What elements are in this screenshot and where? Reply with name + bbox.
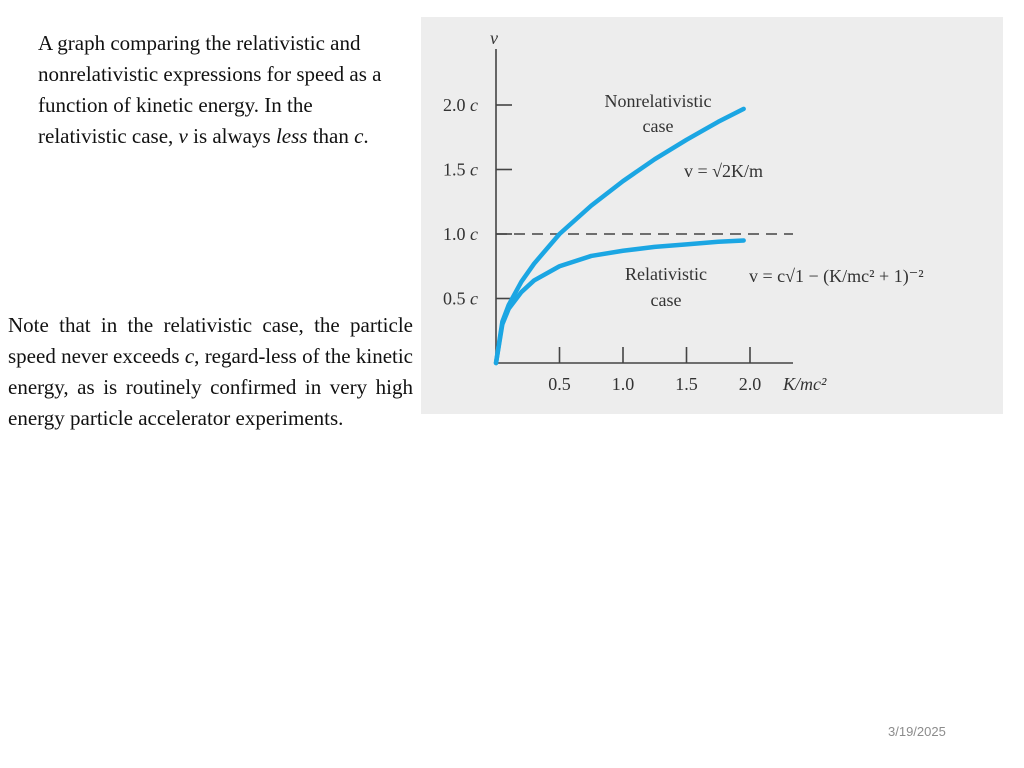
relativistic-curve [496,240,744,363]
chart-svg [421,17,1003,414]
note-text: Note that in the relativistic case, the particle speed never exceeds [8,313,413,368]
caption-text-4: . [363,124,369,148]
x-axis-label: K/mc² [783,374,827,394]
caption-v: v [178,124,188,148]
note-text-2: , regard-less of the kinetic energy, as is routinely confirmed in very high energy particle accelerator experiments. [8,344,414,430]
x-tick-label: 2.0 [738,374,762,394]
slide-date: 3/19/2025 [888,724,946,739]
caption-text-3: than [307,124,355,148]
y-axis-label: v [490,28,498,48]
nonrelativistic-label: Nonrelativistic [604,91,712,111]
y-tick-label: 0.5 c [443,288,478,309]
caption-text: A graph comparing the relativistic and nonrelativistic expressions for speed as a function of kinetic energy. In the relativistic case, [38,31,382,148]
relativistic-label-2: case [650,290,682,310]
nonrelativistic-formula: v = √2K/m [684,161,764,181]
nonrelativistic-curve [496,109,744,363]
y-tick-label: 2.0 c [443,95,478,115]
relativistic-formula: v = c√1 − (K/mc² + 1)⁻² [749,266,924,286]
y-tick-label: 1.5 c [443,159,478,180]
caption-text-2: is always [187,124,276,148]
speed-vs-energy-chart [421,17,1003,414]
caption-less: less [275,124,308,148]
note-c: c [184,344,195,368]
explanation-note [8,310,413,434]
x-tick-label: 0.5 [548,374,571,394]
x-tick-label: 1.5 [675,374,698,394]
figure-caption [38,28,398,152]
caption-c: c [354,124,364,148]
y-tick-label: 1.0 c [443,224,478,244]
x-tick-label: 1.0 [611,374,635,394]
relativistic-label: Relativistic [625,264,707,284]
nonrelativistic-label-2: case [642,116,674,136]
